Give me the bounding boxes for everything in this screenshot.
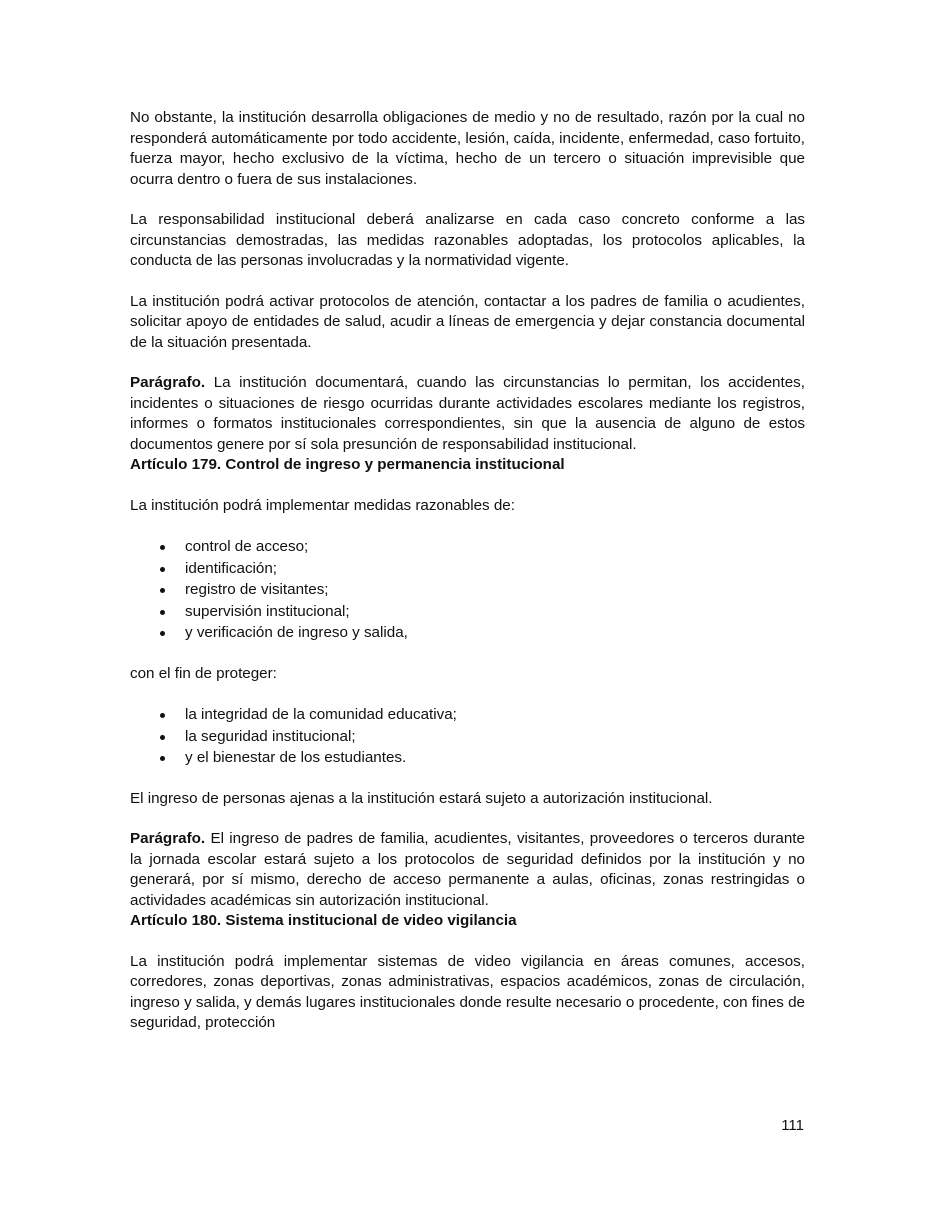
paragrafo-text: El ingreso de padres de familia, acudientes, visitantes, proveedores o terceros durante la jornada escolar estará sujeto a los protocolos de seguridad definidos por la institución y no generará, por sí mismo, derecho de acceso permanente a aulas, oficinas, zonas restringidas o actividades académicas sin autorización institucional.: [130, 830, 805, 909]
article-179-heading: Artículo 179. Control de ingreso y permanencia institucional: [130, 456, 565, 473]
paragraph-video-surveillance: La institución podrá implementar sistemas de video vigilancia en áreas comunes, accesos, corredores, zonas deportivas, zonas administrativas, espacios académicos, zonas de circulación, ingreso y salida, y demás lugares institucionales donde resulte necesario o procedente, con fines de seguridad, protección: [130, 952, 805, 1031]
paragraph-paragrafo-documentation: [130, 373, 805, 455]
paragrafo-label: Parágrafo.: [130, 830, 206, 847]
paragraph-measures-intro: La institución podrá implementar medidas razonables de:: [130, 496, 515, 514]
paragraph-institutional-responsibility: La responsabilidad institucional deberá analizarse en cada caso concreto conforme a las circunstancias demostradas, las medidas razonables adoptadas, los protocolos aplicables, la conducta de las personas involucradas y la normatividad vigente.: [130, 211, 805, 269]
page-number: 111: [781, 1117, 804, 1134]
paragraph-accident-responsibility: No obstante, la institución desarrolla obligaciones de medio y no de resultado, razón por la cual no responderá automáticamente por todo accidente, lesión, caída, incidente, enfermedad, caso fortuito, fuerza mayor, hecho exclusivo de la víctima, hecho de un tercero o situación imprevisible que ocurra dentro o fuera de sus instalaciones.: [130, 109, 805, 188]
list-item: la seguridad institucional;: [130, 726, 805, 748]
paragraph-purpose-intro: con el fin de proteger:: [130, 664, 277, 682]
measures-list: [130, 536, 805, 644]
list-item: y el bienestar de los estudiantes.: [130, 747, 805, 769]
paragraph-attention-protocols: La institución podrá activar protocolos de atención, contactar a los padres de familia o acudientes, solicitar apoyo de entidades de salud, acudir a líneas de emergencia y dejar constancia documental de la situación presentada.: [130, 292, 805, 351]
list-item: supervisión institucional;: [130, 601, 805, 623]
purpose-list: [130, 704, 805, 769]
article-180-heading: Artículo 180. Sistema institucional de video vigilancia: [130, 912, 517, 929]
paragrafo-label: Parágrafo.: [130, 374, 206, 391]
list-item: identificación;: [130, 558, 805, 580]
list-item: la integridad de la comunidad educativa;: [130, 704, 805, 726]
paragraph-outsider-entry: El ingreso de personas ajenas a la institución estará sujeto a autorización institucional.: [130, 789, 713, 807]
list-item: registro de visitantes;: [130, 579, 805, 601]
list-item: control de acceso;: [130, 536, 805, 558]
paragraph-paragrafo-entry: [130, 829, 805, 911]
list-item: y verificación de ingreso y salida,: [130, 622, 805, 644]
paragrafo-text: La institución documentará, cuando las circunstancias lo permitan, los accidentes, incidentes o situaciones de riesgo ocurridas durante actividades escolares mediante los registros, informes o formatos institucionales correspondientes, sin que la ausencia de alguno de estos documentos genere por sí sola presunción de responsabilidad institucional.: [130, 374, 805, 453]
document-body: [130, 108, 805, 1034]
